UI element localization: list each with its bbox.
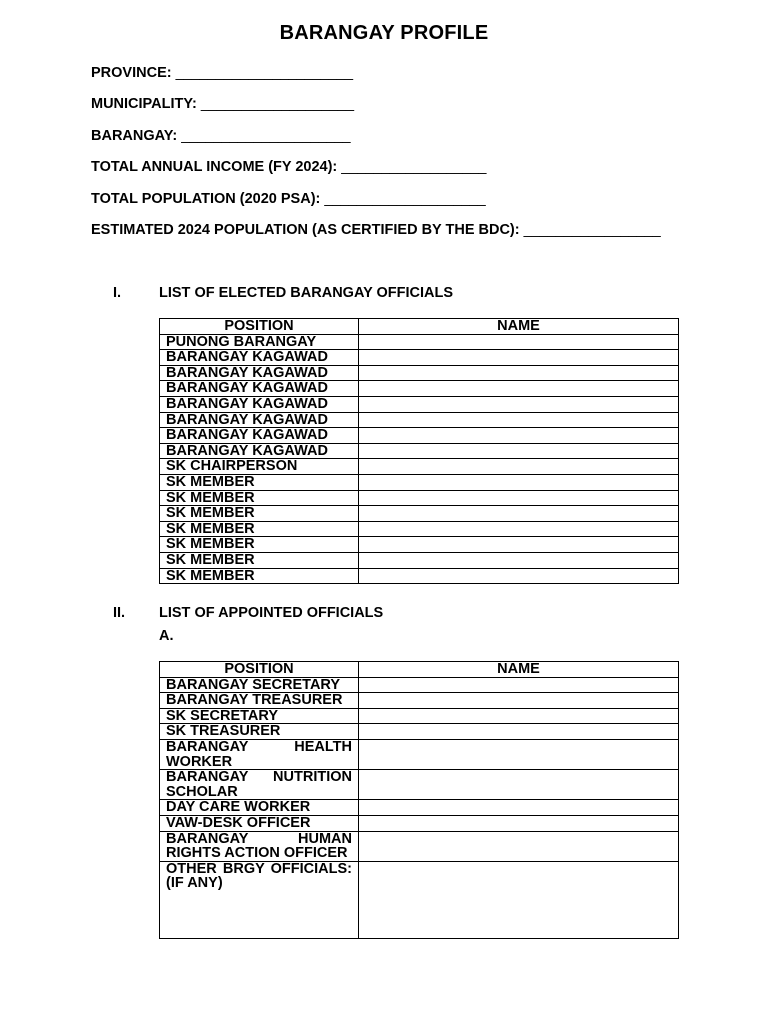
name-cell[interactable] [359, 428, 679, 444]
position-cell: PUNONG BARANGAY [160, 334, 359, 350]
table-row [160, 800, 679, 816]
section-title: LIST OF ELECTED BARANGAY OFFICIALS [159, 285, 454, 301]
municipality-field [91, 96, 354, 112]
elected-officials-table [159, 318, 679, 584]
field-blank[interactable]: ___________________ [200, 96, 355, 112]
estimated-population-field [91, 222, 661, 238]
name-cell[interactable] [359, 412, 679, 428]
position-cell: BARANGAY KAGAWAD [160, 396, 359, 412]
barangay-field [91, 128, 351, 144]
section-title: LIST OF APPOINTED OFFICIALS [159, 605, 384, 621]
name-cell[interactable] [359, 506, 679, 522]
table-row [160, 831, 679, 861]
field-label: TOTAL POPULATION (2020 PSA): [91, 191, 321, 207]
table-row [160, 350, 679, 366]
annual-income-field [91, 159, 486, 175]
position-cell: BARANGAY KAGAWAD [160, 428, 359, 444]
position-header: POSITION [160, 319, 359, 335]
position-cell: BARANGAY KAGAWAD [160, 412, 359, 428]
table-row [160, 815, 679, 831]
position-cell: SK MEMBER [160, 521, 359, 537]
table-row [160, 443, 679, 459]
table-row [160, 474, 679, 490]
position-cell: BARANGAY KAGAWAD [160, 365, 359, 381]
table-row [160, 428, 679, 444]
position-cell: BARANGAY HUMAN RIGHTS ACTION OFFICER [160, 831, 359, 861]
table-row [160, 334, 679, 350]
name-cell[interactable] [359, 381, 679, 397]
name-cell[interactable] [359, 365, 679, 381]
position-header: POSITION [160, 662, 359, 678]
position-cell: SK MEMBER [160, 537, 359, 553]
name-cell[interactable] [359, 396, 679, 412]
section-number: II. [113, 605, 126, 621]
position-cell: SK MEMBER [160, 568, 359, 584]
table-row [160, 677, 679, 693]
table-header-row [160, 319, 679, 335]
name-cell[interactable] [359, 693, 679, 709]
name-cell[interactable] [359, 552, 679, 568]
name-cell[interactable] [359, 474, 679, 490]
name-header: NAME [359, 662, 679, 678]
name-cell[interactable] [359, 537, 679, 553]
table-row [160, 412, 679, 428]
table-row [160, 396, 679, 412]
name-cell[interactable] [359, 334, 679, 350]
total-population-field [91, 191, 486, 207]
field-label: ESTIMATED 2024 POPULATION (AS CERTIFIED BY THE BDC): [91, 222, 520, 238]
field-blank[interactable]: __________________ [341, 159, 487, 175]
table-row [160, 770, 679, 800]
position-cell: BARANGAY SECRETARY [160, 677, 359, 693]
name-cell[interactable] [359, 861, 679, 938]
position-cell: BARANGAY NUTRITION SCHOLAR [160, 770, 359, 800]
field-blank[interactable]: ______________________ [175, 65, 354, 81]
field-label: PROVINCE: [91, 65, 172, 81]
section-number: I. [113, 285, 122, 301]
position-cell: SK MEMBER [160, 552, 359, 568]
name-cell[interactable] [359, 350, 679, 366]
position-cell: SK CHAIRPERSON [160, 459, 359, 475]
table-row [160, 521, 679, 537]
field-blank[interactable]: _____________________ [181, 128, 351, 144]
position-cell: SK MEMBER [160, 506, 359, 522]
field-label: MUNICIPALITY: [91, 96, 197, 112]
subheading: A. [159, 628, 174, 644]
position-cell: BARANGAY KAGAWAD [160, 381, 359, 397]
name-cell[interactable] [359, 459, 679, 475]
name-cell[interactable] [359, 724, 679, 740]
table-row [160, 381, 679, 397]
position-cell: DAY CARE WORKER [160, 800, 359, 816]
page-title: BARANGAY PROFILE [279, 22, 489, 44]
position-cell: BARANGAY KAGAWAD [160, 443, 359, 459]
name-cell[interactable] [359, 490, 679, 506]
position-cell: BARANGAY KAGAWAD [160, 350, 359, 366]
position-cell: SK TREASURER [160, 724, 359, 740]
name-cell[interactable] [359, 521, 679, 537]
table-row [160, 537, 679, 553]
position-cell: SK SECRETARY [160, 708, 359, 724]
name-cell[interactable] [359, 815, 679, 831]
appointed-officials-table [159, 661, 679, 939]
table-row [160, 552, 679, 568]
name-cell[interactable] [359, 443, 679, 459]
table-row [160, 739, 679, 769]
table-row [160, 365, 679, 381]
name-header: NAME [359, 319, 679, 335]
position-cell: SK MEMBER [160, 490, 359, 506]
field-label: TOTAL ANNUAL INCOME (FY 2024): [91, 159, 338, 175]
table-row [160, 724, 679, 740]
name-cell[interactable] [359, 770, 679, 800]
field-blank[interactable]: ____________________ [324, 191, 486, 207]
position-cell: SK MEMBER [160, 474, 359, 490]
name-cell[interactable] [359, 831, 679, 861]
table-row [160, 568, 679, 584]
table-row [160, 506, 679, 522]
name-cell[interactable] [359, 568, 679, 584]
table-header-row [160, 662, 679, 678]
position-cell: BARANGAY HEALTH WORKER [160, 739, 359, 769]
table-row [160, 861, 679, 938]
name-cell[interactable] [359, 708, 679, 724]
field-blank[interactable]: _________________ [523, 222, 661, 238]
position-cell: OTHER BRGY OFFICIALS: (IF ANY) [160, 861, 359, 938]
name-cell[interactable] [359, 739, 679, 769]
province-field [91, 65, 353, 81]
position-cell: BARANGAY TREASURER [160, 693, 359, 709]
table-row [160, 459, 679, 475]
field-label: BARANGAY: [91, 128, 178, 144]
name-cell[interactable] [359, 677, 679, 693]
table-row [160, 693, 679, 709]
table-row [160, 490, 679, 506]
table-row [160, 708, 679, 724]
name-cell[interactable] [359, 800, 679, 816]
position-cell: VAW-DESK OFFICER [160, 815, 359, 831]
